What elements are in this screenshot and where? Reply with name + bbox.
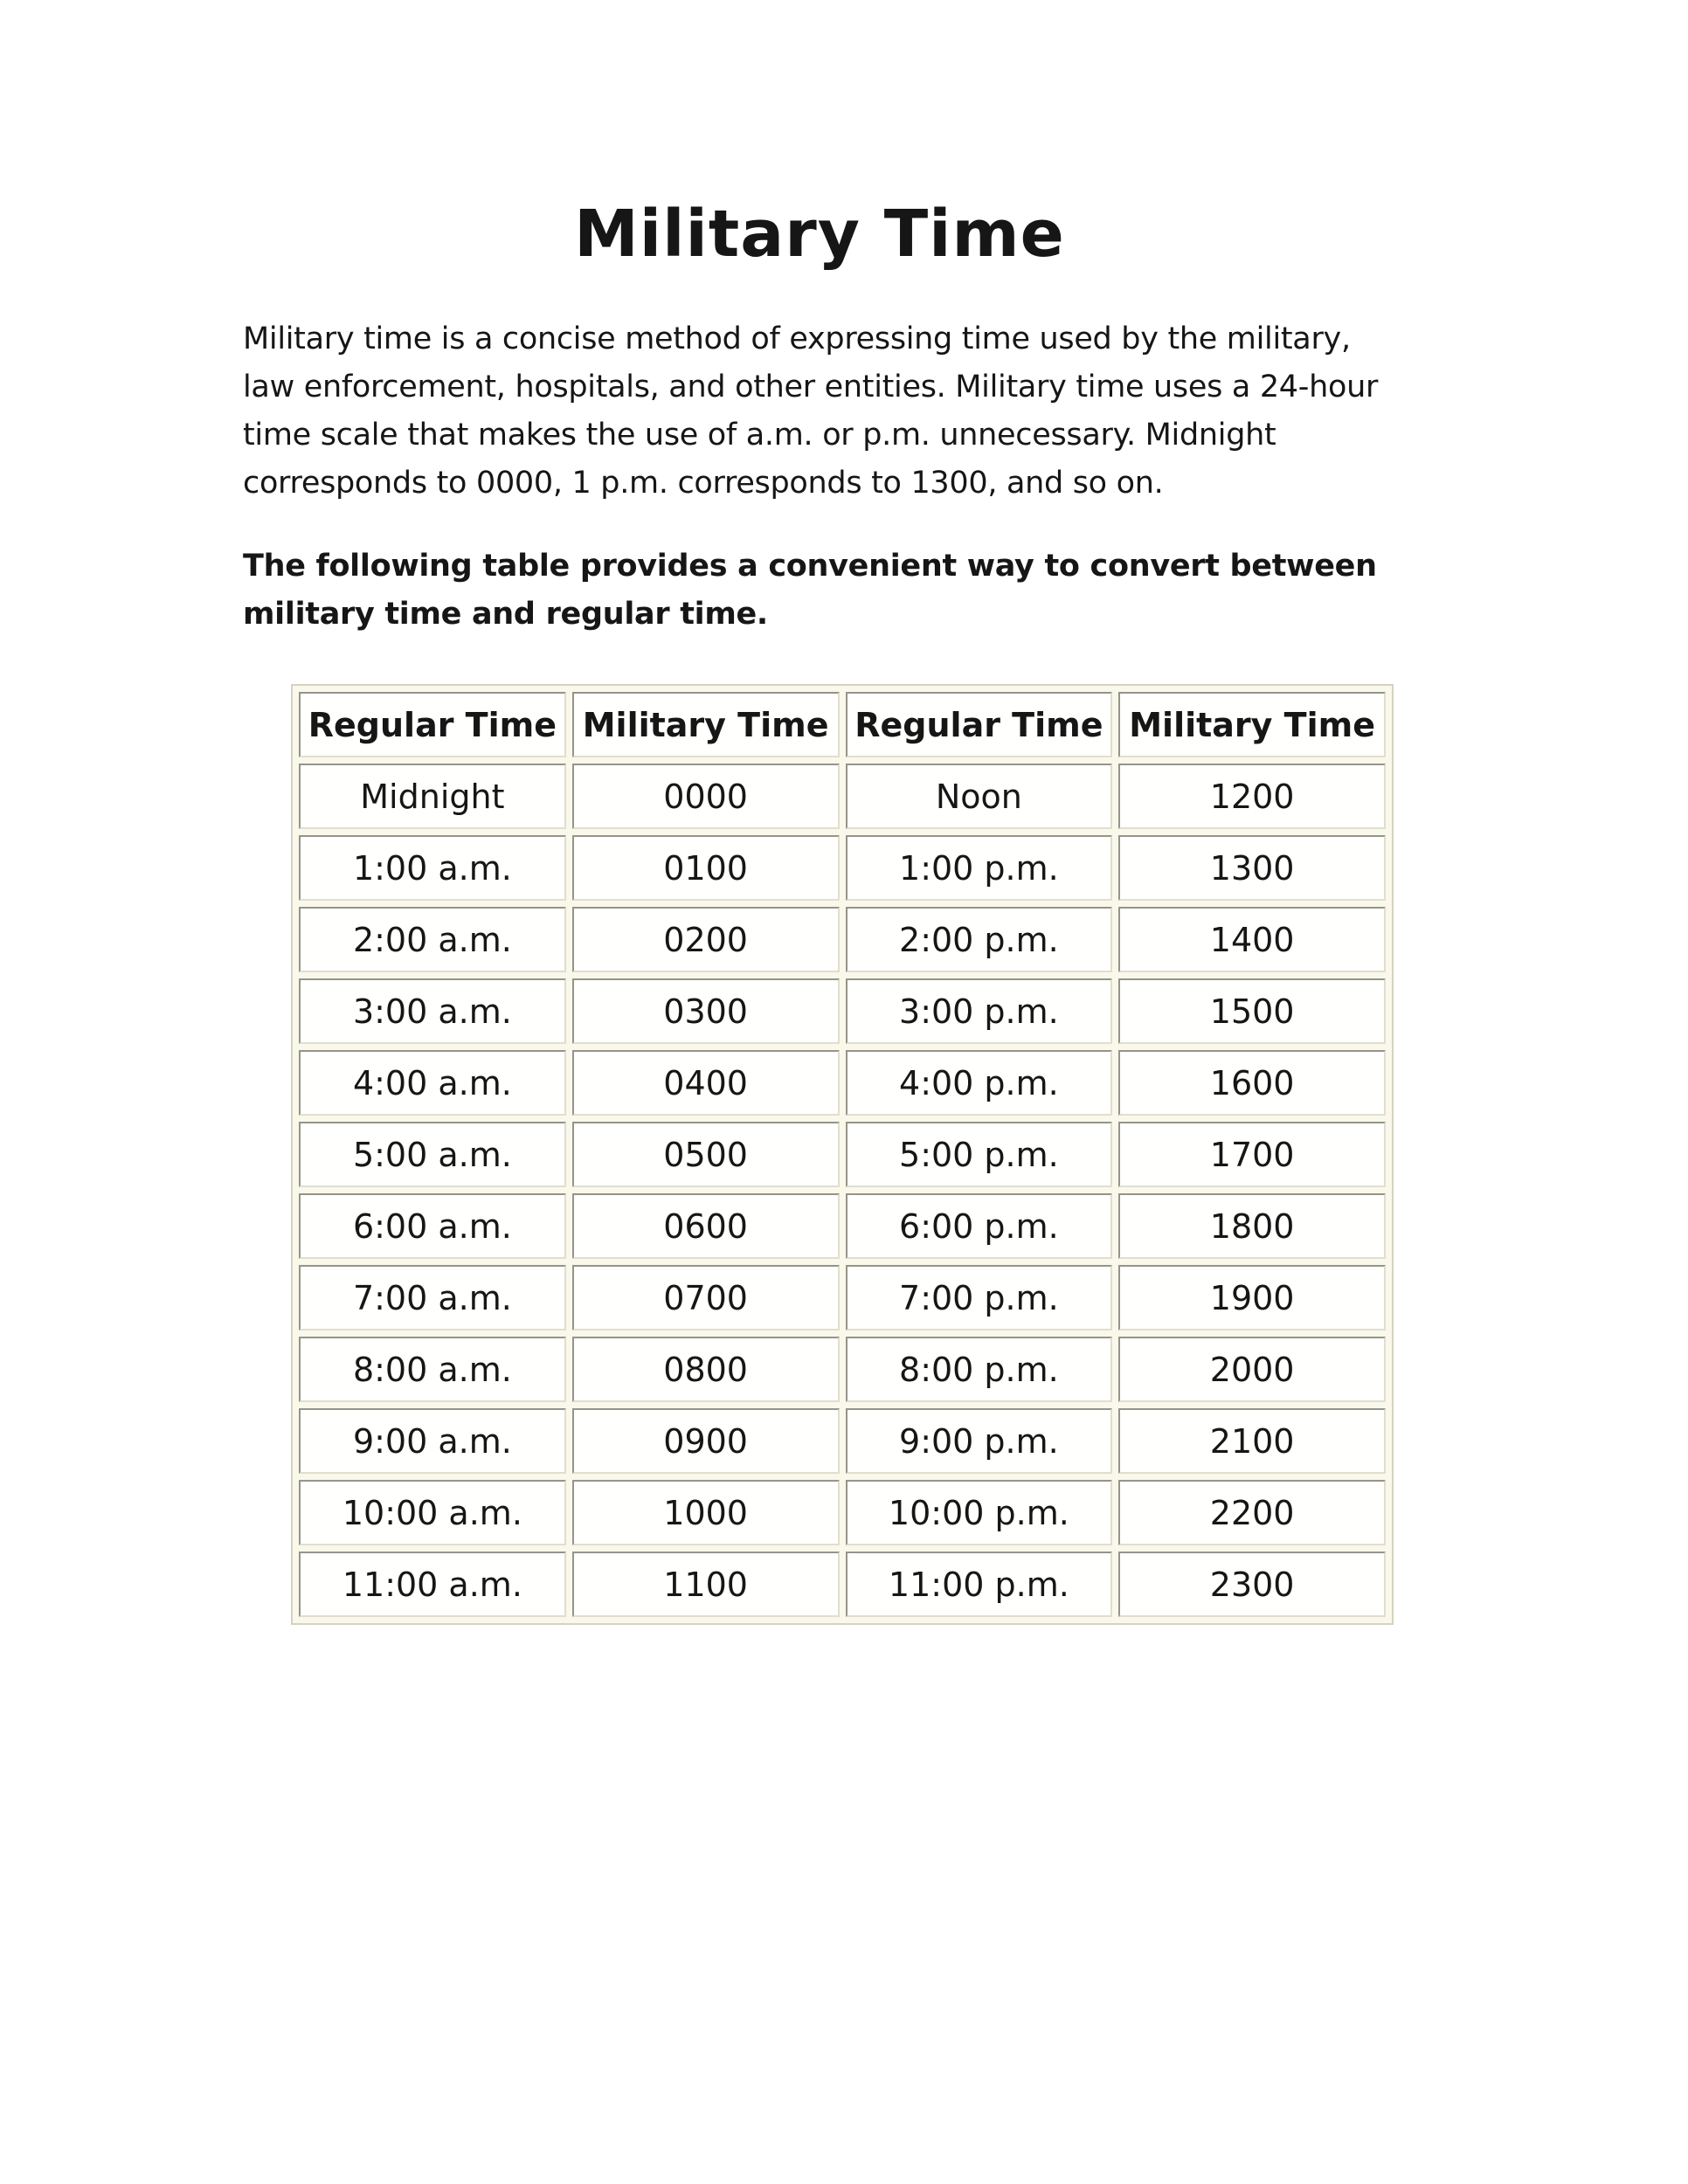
time-conversion-table (291, 684, 1394, 1625)
table-row (299, 1193, 1386, 1259)
table-row (299, 1552, 1386, 1617)
table-cell: 7:00 p.m. (846, 1265, 1113, 1330)
intro-line: law enforcement, hospitals, and other entities. Military time uses a 24-hour (243, 370, 1379, 405)
table-header (299, 692, 1386, 757)
table-cell: 0100 (572, 835, 840, 901)
table-cell: 11:00 a.m. (299, 1552, 566, 1617)
table-cell: 6:00 p.m. (846, 1193, 1113, 1259)
table-cell: Noon (846, 764, 1113, 829)
intro-paragraph (243, 315, 1396, 508)
column-header: Military Time (572, 692, 840, 757)
table-row (299, 1337, 1386, 1402)
table-intro-line: military time and regular time. (243, 597, 768, 632)
table-cell: 0900 (572, 1408, 840, 1474)
table-cell: 4:00 p.m. (846, 1050, 1113, 1116)
table-cell: 10:00 a.m. (299, 1480, 566, 1545)
table-row (299, 1122, 1386, 1187)
table-cell: 0500 (572, 1122, 840, 1187)
table-header-row (299, 692, 1386, 757)
table-cell: 1600 (1118, 1050, 1386, 1116)
table-row (299, 1050, 1386, 1116)
table-row (299, 764, 1386, 829)
table-cell: 8:00 p.m. (846, 1337, 1113, 1402)
table-cell: 1400 (1118, 907, 1386, 972)
table-cell: 9:00 a.m. (299, 1408, 566, 1474)
table-cell: 5:00 a.m. (299, 1122, 566, 1187)
table-cell: 1:00 p.m. (846, 835, 1113, 901)
table-cell: 2200 (1118, 1480, 1386, 1545)
table-cell: 11:00 p.m. (846, 1552, 1113, 1617)
table-cell: 0600 (572, 1193, 840, 1259)
table-cell: 7:00 a.m. (299, 1265, 566, 1330)
table-cell: 2100 (1118, 1408, 1386, 1474)
table-cell: 1900 (1118, 1265, 1386, 1330)
table-row (299, 835, 1386, 901)
table-cell: 10:00 p.m. (846, 1480, 1113, 1545)
intro-line: corresponds to 0000, 1 p.m. corresponds to 1300, and so on. (243, 466, 1164, 501)
document-content (243, 0, 1396, 1625)
table-cell: 0400 (572, 1050, 840, 1116)
table-cell: 3:00 a.m. (299, 978, 566, 1044)
table-body (299, 764, 1386, 1617)
table-intro-paragraph (243, 543, 1396, 639)
table-cell: 8:00 a.m. (299, 1337, 566, 1402)
table-cell: 1200 (1118, 764, 1386, 829)
table-cell: 6:00 a.m. (299, 1193, 566, 1259)
table-row (299, 1480, 1386, 1545)
table-cell: 1700 (1118, 1122, 1386, 1187)
table-row (299, 1265, 1386, 1330)
intro-line: Military time is a concise method of expressing time used by the military, (243, 321, 1351, 357)
table-cell: 1500 (1118, 978, 1386, 1044)
table-cell: 3:00 p.m. (846, 978, 1113, 1044)
table-cell: 1100 (572, 1552, 840, 1617)
table-cell: 0800 (572, 1337, 840, 1402)
page-title: Military Time (574, 197, 1065, 272)
table-cell: 1300 (1118, 835, 1386, 901)
table-cell: 0200 (572, 907, 840, 972)
table-row (299, 1408, 1386, 1474)
table-row (299, 907, 1386, 972)
table-cell: 1000 (572, 1480, 840, 1545)
table-cell: 5:00 p.m. (846, 1122, 1113, 1187)
table-cell: 1800 (1118, 1193, 1386, 1259)
column-header: Regular Time (846, 692, 1113, 757)
table-row (299, 978, 1386, 1044)
table-cell: 9:00 p.m. (846, 1408, 1113, 1474)
intro-line: time scale that makes the use of a.m. or p.m. unnecessary. Midnight (243, 418, 1276, 453)
table-cell: 2:00 a.m. (299, 907, 566, 972)
table-cell: 4:00 a.m. (299, 1050, 566, 1116)
table-cell: 0000 (572, 764, 840, 829)
table-cell: 2000 (1118, 1337, 1386, 1402)
table-cell: 0700 (572, 1265, 840, 1330)
table-cell: 2:00 p.m. (846, 907, 1113, 972)
table-intro-line: The following table provides a convenient way to convert between (243, 549, 1377, 584)
table-cell: 2300 (1118, 1552, 1386, 1617)
column-header: Regular Time (299, 692, 566, 757)
table-cell: Midnight (299, 764, 566, 829)
column-header: Military Time (1118, 692, 1386, 757)
table-cell: 1:00 a.m. (299, 835, 566, 901)
table-cell: 0300 (572, 978, 840, 1044)
